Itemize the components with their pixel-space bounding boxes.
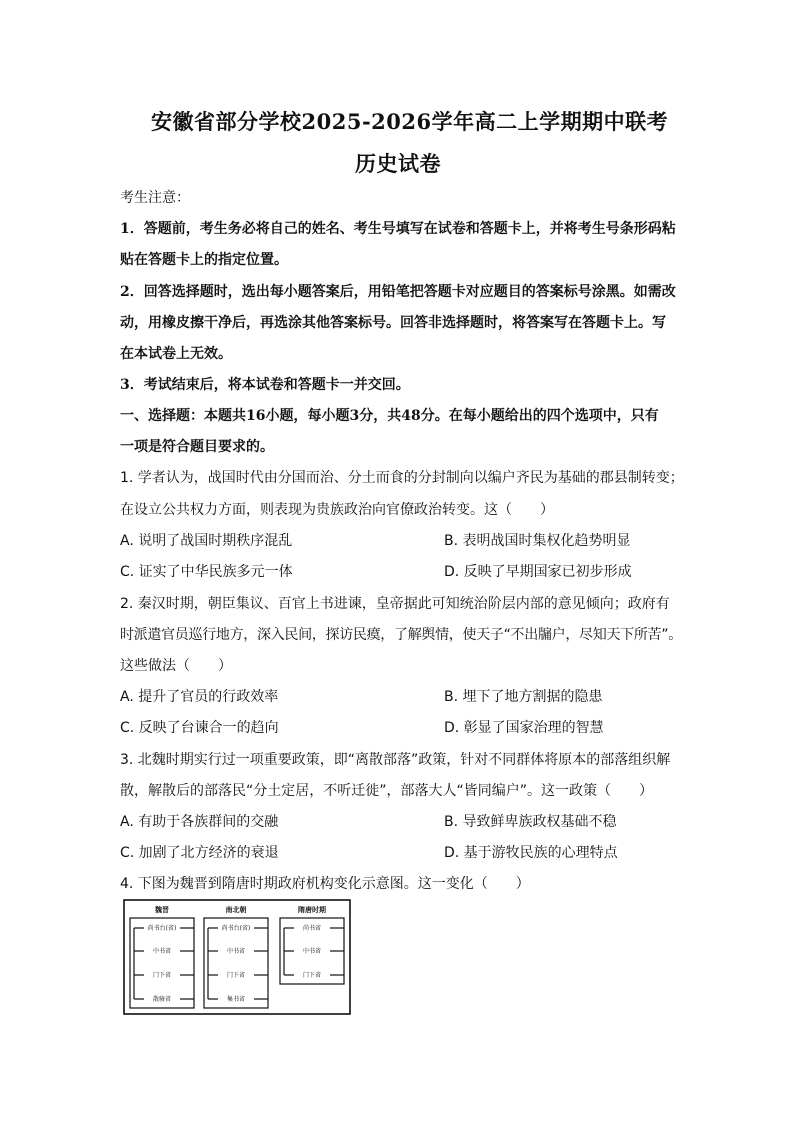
notice-line: 贴在答题卡上的指定位置。 (120, 252, 288, 268)
diagram-column (280, 905, 344, 984)
diagram-column-heading: 隋唐时期 (298, 906, 326, 914)
option-b: B. 表明战国时集权化趋势明显 (444, 533, 631, 549)
diagram-office-label: 中书省 (152, 948, 172, 955)
question-stem: 3. 北魏时期实行过一项重要政策，即“离散部落”政策，针对不同群体将原本的部落组织解 (120, 752, 671, 768)
option-b: B. 埋下了地方割据的隐患 (444, 689, 603, 705)
diagram-column (130, 905, 194, 1008)
question-stem: 1. 学者认为，战国时代由分国而治、分土而食的分封制向以编户齐民为基础的郡县制转变； (120, 470, 684, 486)
page-title: 安徽省部分学校2025-2026学年高二上学期期中联考 (151, 109, 669, 134)
notice-line: 3．考试结束后，将本试卷和答题卡一并交回。 (120, 377, 410, 393)
diagram-office-label: 门下省 (226, 972, 246, 979)
option-d: D. 反映了早期国家已初步形成 (444, 564, 632, 580)
diagram-office-label: 中书省 (226, 948, 246, 955)
diagram-office-label: 尚书台(省) (147, 925, 177, 932)
government-structure-diagram (122, 898, 352, 1016)
notice-line: 动，用橡皮擦干净后，再选涂其他答案标号。回答非选择题时，将答案写在答题卡上。写 (120, 315, 666, 331)
diagram-office-label: 尚书省 (302, 925, 322, 932)
notice-line: 1．答题前，考生务必将自己的姓名、考生号填写在试卷和答题卡上，并将考生号条形码粘 (120, 221, 676, 237)
option-d: D. 彰显了国家治理的智慧 (444, 720, 604, 736)
notice-heading: 考生注意： (120, 190, 190, 206)
option-c: C. 加剧了北方经济的衰退 (120, 845, 279, 861)
notice-line: 在本试卷上无效。 (120, 346, 232, 362)
question-stem: 时派遣官员巡行地方，深入民间，探访民瘼，了解舆情，使天子“不出牖户，尽知天下所苦”。 (120, 627, 682, 643)
question-stem: 这些做法（ ） (120, 658, 232, 674)
section-instruction: 一项是符合题目要求的。 (120, 439, 274, 455)
diagram-column-heading: 南北朝 (225, 906, 247, 914)
diagram-office-label: 门下省 (152, 972, 172, 979)
option-c: C. 反映了台谏合一的趋向 (120, 720, 279, 736)
section-instruction: 一、选择题：本题共16小题，每小题3分，共48分。在每小题给出的四个选项中，只有 (120, 408, 659, 424)
diagram-column (204, 905, 268, 1008)
diagram-office-label: 集书省 (226, 996, 246, 1003)
notice-line: 2．回答选择题时，选出每小题答案后，用铅笔把答题卡对应题目的答案标号涂黑。如需改 (120, 284, 676, 300)
diagram-office-label: 散骑省 (152, 996, 172, 1003)
option-b: B. 导致鲜卑族政权基础不稳 (444, 814, 617, 830)
question-stem: 散，解散后的部落民“分土定居，不听迁徙”，部落大人“皆同编户”。这一政策（ ） (120, 783, 654, 799)
diagram-office-label: 尚书台(省) (221, 925, 251, 932)
diagram-column-heading: 魏晋 (155, 906, 169, 914)
question-stem: 在设立公共权力方面，则表现为贵族政治向官僚政治转变。这（ ） (120, 502, 554, 518)
diagram-office-label: 中书省 (302, 948, 322, 955)
option-a: A. 说明了战国时期秩序混乱 (120, 533, 293, 549)
option-a: A. 提升了官员的行政效率 (120, 689, 279, 705)
diagram-office-label: 门下省 (302, 972, 322, 979)
page-subtitle: 历史试卷 (355, 151, 441, 176)
option-d: D. 基于游牧民族的心理特点 (444, 845, 618, 861)
option-c: C. 证实了中华民族多元一体 (120, 564, 293, 580)
question-stem: 4. 下图为魏晋到隋唐时期政府机构变化示意图。这一变化（ ） (120, 876, 530, 892)
question-stem: 2. 秦汉时期，朝臣集议、百官上书进谏，皇帝据此可知统治阶层内部的意见倾向；政府有 (120, 596, 670, 612)
option-a: A. 有助于各族群间的交融 (120, 814, 279, 830)
